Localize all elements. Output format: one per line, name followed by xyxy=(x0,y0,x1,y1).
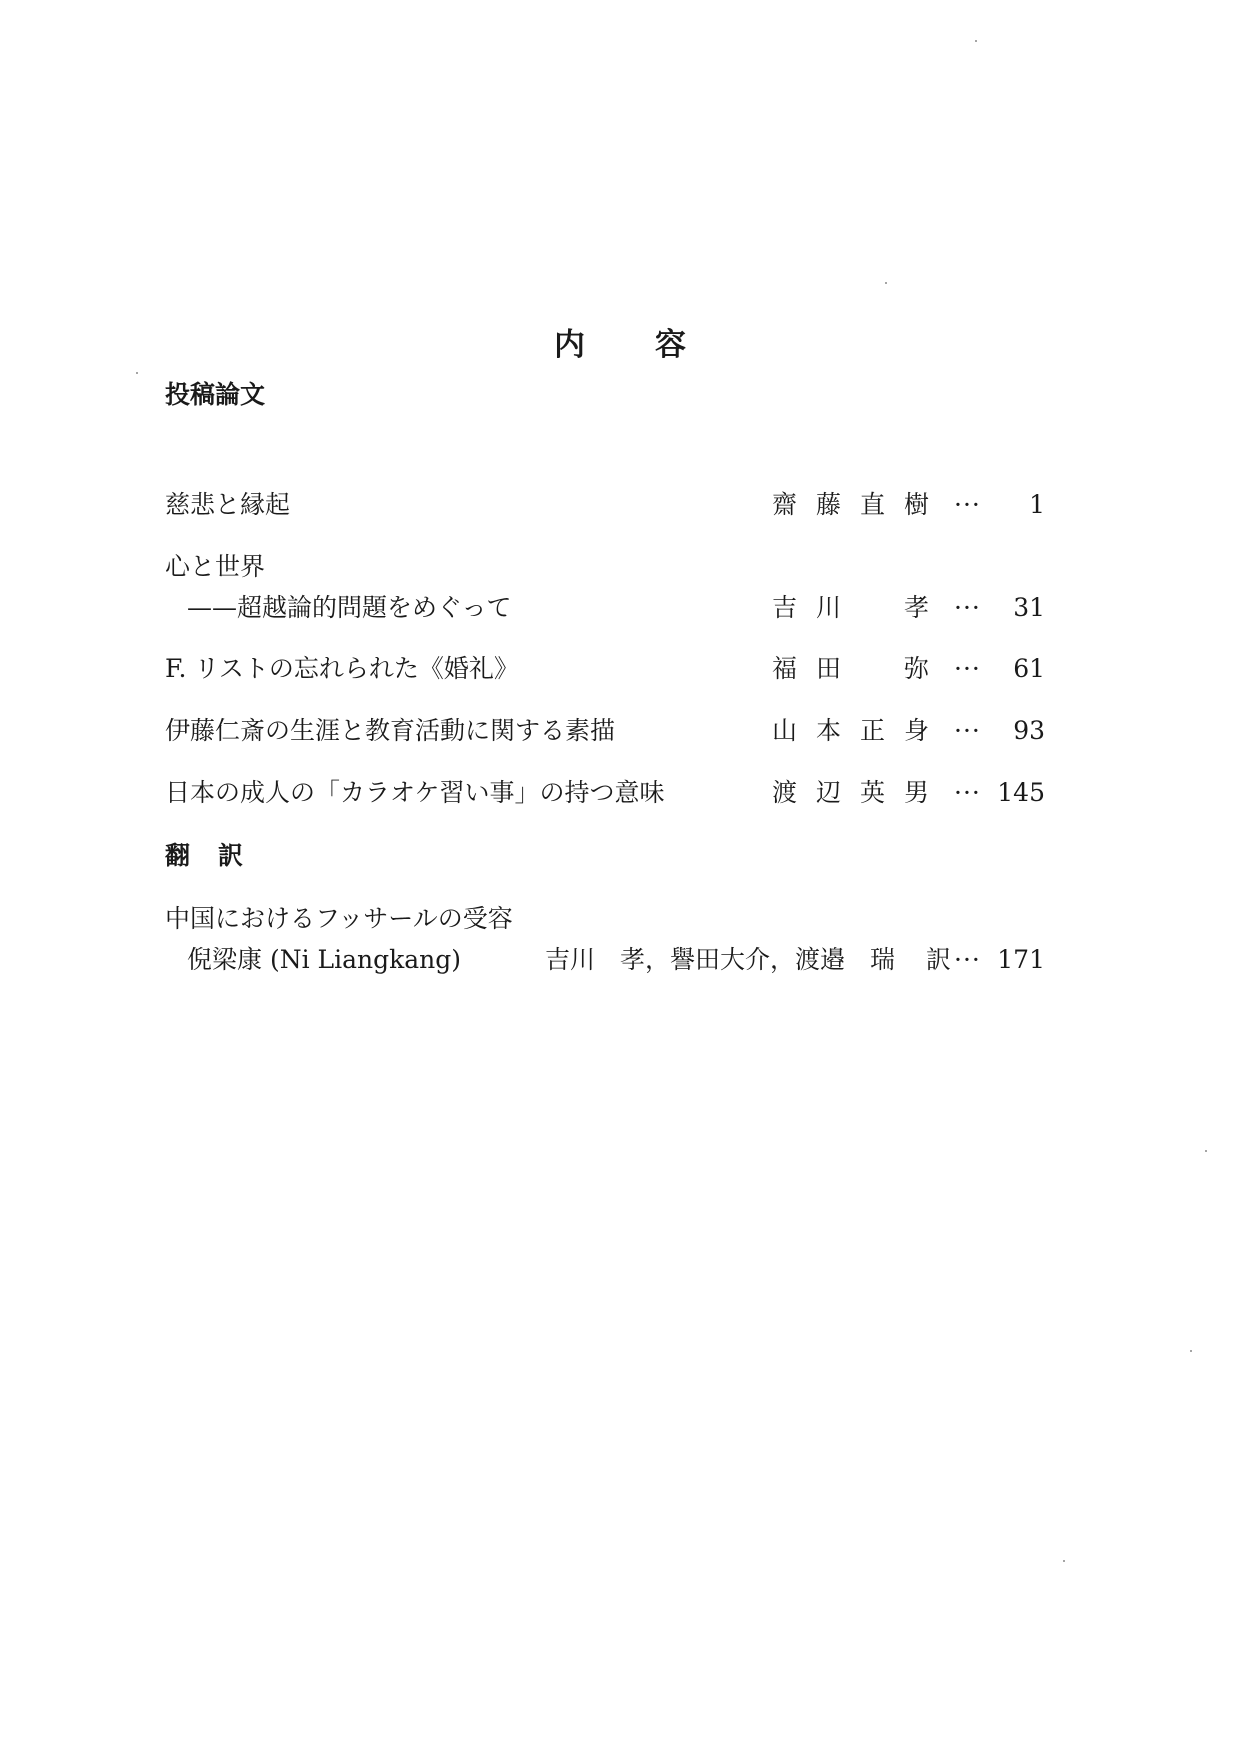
entry-subtitle: ——超越論的問題をめぐって xyxy=(187,593,512,622)
entry-translators: 吉川 孝，譽田大介，渡邉 瑞 xyxy=(545,945,896,974)
entry-original-author: 倪梁康 (Ni Liangkang) xyxy=(187,945,462,974)
toc-entry xyxy=(165,902,1045,936)
toc-entry xyxy=(165,652,1045,686)
entry-title: 心と世界 xyxy=(165,552,266,581)
leader-dots: ··· xyxy=(954,593,981,622)
scan-speck xyxy=(1190,1350,1192,1352)
entry-title: 慈悲と縁起 xyxy=(165,490,291,519)
scan-speck xyxy=(975,40,977,42)
entry-author: 渡辺英男 xyxy=(772,778,949,807)
leader-dots: ··· xyxy=(954,490,981,519)
section-heading-contributed-papers: 投稿論文 xyxy=(165,380,266,409)
toc-entry xyxy=(165,488,1045,522)
leader-dots: ··· xyxy=(954,716,981,745)
toc-entry-continued xyxy=(165,943,1045,977)
entry-title: 伊藤仁斎の生涯と教育活動に関する素描 xyxy=(165,716,616,745)
entry-author: 齋藤直樹 xyxy=(772,490,949,519)
translator-suffix: 訳 xyxy=(926,945,953,974)
entry-author: 吉川 孝 xyxy=(772,593,949,622)
toc-entry-continued xyxy=(165,591,1045,625)
entry-author: 福田 弥 xyxy=(772,654,949,683)
entry-page-number: 171 xyxy=(997,945,1045,974)
toc-entry xyxy=(165,776,1045,810)
leader-dots: ··· xyxy=(954,778,981,807)
page-title: 内容 xyxy=(554,327,756,363)
leader-dots: ··· xyxy=(954,654,981,683)
leader-dots: ··· xyxy=(954,945,981,974)
entry-page-number: 93 xyxy=(1013,716,1045,745)
section-heading-translation: 翻訳 xyxy=(165,841,272,870)
entry-page-number: 61 xyxy=(1013,654,1045,683)
entry-title: 中国におけるフッサールの受容 xyxy=(165,904,513,933)
scan-speck xyxy=(1063,1560,1065,1562)
entry-page-number: 145 xyxy=(997,778,1045,807)
entry-title: F. リストの忘れられた《婚礼》 xyxy=(165,654,519,683)
toc-entry xyxy=(165,550,1045,584)
toc-entry xyxy=(165,714,1045,748)
entry-page-number: 31 xyxy=(1013,593,1045,622)
scan-speck xyxy=(885,282,887,284)
scan-speck xyxy=(136,372,138,374)
entry-page-number: 1 xyxy=(1029,490,1045,519)
entry-title: 日本の成人の「カラオケ習い事」の持つ意味 xyxy=(165,778,665,807)
entry-author: 山本正身 xyxy=(772,716,949,745)
scan-speck xyxy=(1205,1150,1207,1152)
